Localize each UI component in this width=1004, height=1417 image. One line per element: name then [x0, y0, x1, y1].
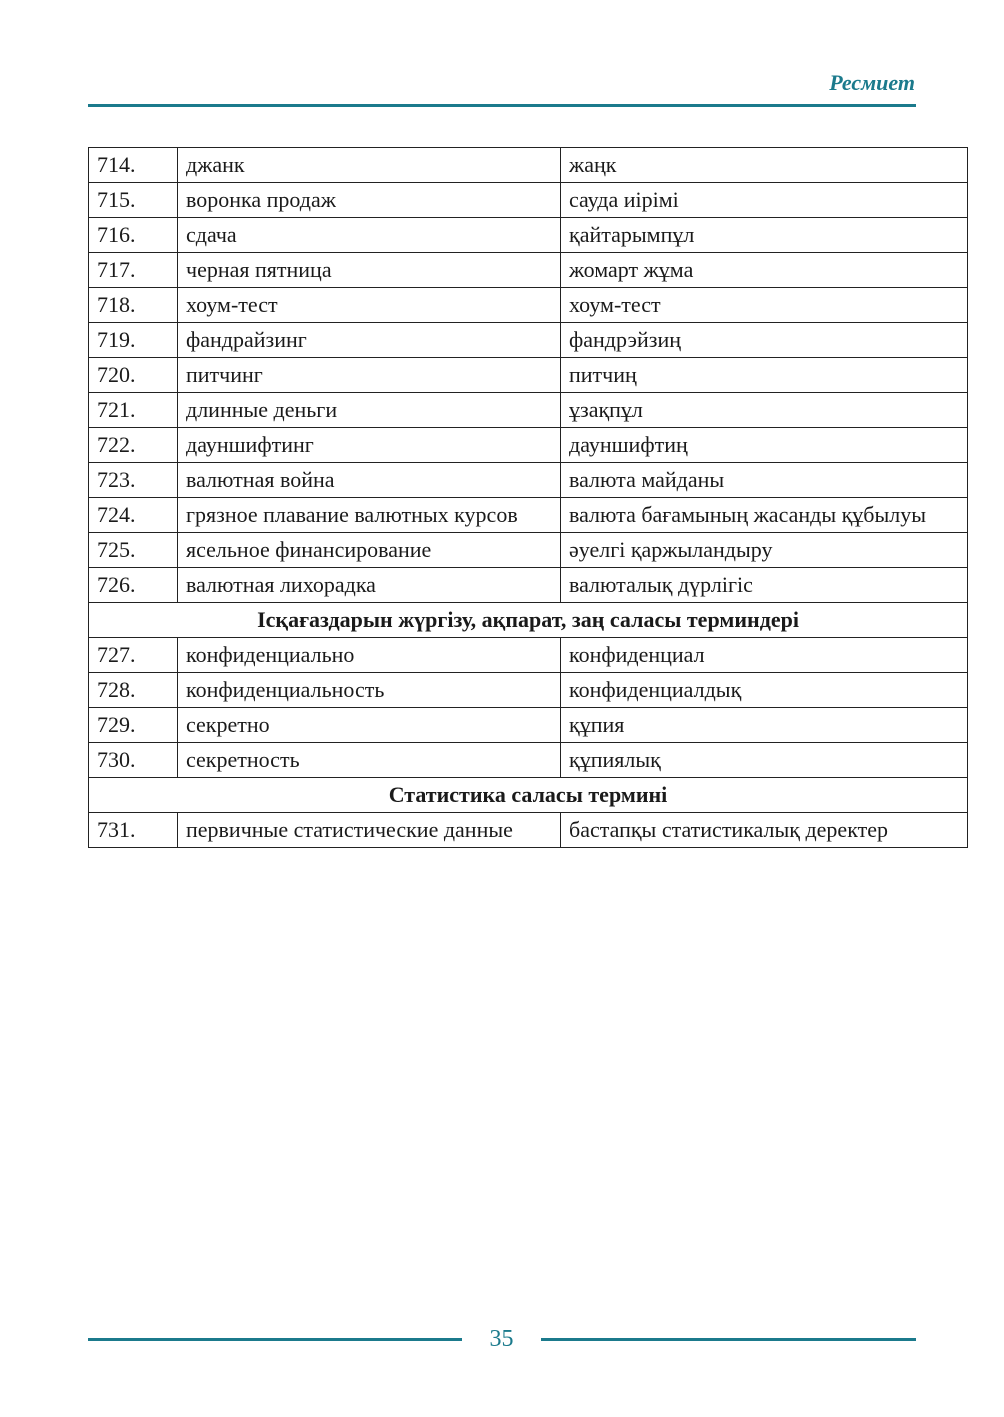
section-header-row: [89, 778, 968, 813]
terms-table-body: [89, 148, 968, 848]
table-row: [89, 393, 968, 428]
term-number: 729.: [89, 708, 178, 743]
table-row: [89, 673, 968, 708]
russian-term: хоум-тест: [178, 288, 561, 323]
section-title: Статистика саласы термині: [89, 778, 968, 813]
russian-term: дауншифтинг: [178, 428, 561, 463]
footer-rule-left: [88, 1338, 462, 1341]
section-title: Ісқағаздарын жүргізу, ақпарат, заң саласы терминдері: [89, 603, 968, 638]
russian-term: джанк: [178, 148, 561, 183]
running-header-title: Ресмиет: [829, 70, 915, 95]
table-row: [89, 253, 968, 288]
kazakh-term: бастапқы статистикалық деректер: [561, 813, 968, 848]
term-number: 730.: [89, 743, 178, 778]
term-number: 722.: [89, 428, 178, 463]
russian-term: конфиденциальность: [178, 673, 561, 708]
russian-term: ясельное финансирование: [178, 533, 561, 568]
term-number: 723.: [89, 463, 178, 498]
term-number: 715.: [89, 183, 178, 218]
table-row: [89, 533, 968, 568]
page-number: 35: [489, 1326, 514, 1352]
kazakh-term: хоум-тест: [561, 288, 968, 323]
header-rule: [88, 104, 916, 107]
table-row: [89, 568, 968, 603]
term-number: 724.: [89, 498, 178, 533]
kazakh-term: дауншифтиң: [561, 428, 968, 463]
russian-term: первичные статистические данные: [178, 813, 561, 848]
russian-term: конфиденциально: [178, 638, 561, 673]
kazakh-term: валюталық дүрлігіс: [561, 568, 968, 603]
russian-term: валютная война: [178, 463, 561, 498]
term-number: 720.: [89, 358, 178, 393]
russian-term: валютная лихорадка: [178, 568, 561, 603]
kazakh-term: конфиденциал: [561, 638, 968, 673]
kazakh-term: фандрэйзиң: [561, 323, 968, 358]
kazakh-term: құпия: [561, 708, 968, 743]
table-row: [89, 183, 968, 218]
term-number: 731.: [89, 813, 178, 848]
table-row: [89, 358, 968, 393]
russian-term: грязное плавание валютных курсов: [178, 498, 561, 533]
term-number: 718.: [89, 288, 178, 323]
term-number: 716.: [89, 218, 178, 253]
term-number: 728.: [89, 673, 178, 708]
russian-term: воронка продаж: [178, 183, 561, 218]
kazakh-term: жомарт жұма: [561, 253, 968, 288]
russian-term: секретность: [178, 743, 561, 778]
russian-term: секретно: [178, 708, 561, 743]
kazakh-term: құпиялық: [561, 743, 968, 778]
kazakh-term: ұзақпұл: [561, 393, 968, 428]
term-number: 714.: [89, 148, 178, 183]
table-row: [89, 743, 968, 778]
table-row: [89, 218, 968, 253]
terms-table: [88, 147, 968, 848]
table-row: [89, 148, 968, 183]
table-row: [89, 288, 968, 323]
term-number: 717.: [89, 253, 178, 288]
kazakh-term: сауда иірімі: [561, 183, 968, 218]
table-row: [89, 463, 968, 498]
section-header-row: [89, 603, 968, 638]
table-row: [89, 428, 968, 463]
table-row: [89, 638, 968, 673]
term-number: 719.: [89, 323, 178, 358]
term-number: 721.: [89, 393, 178, 428]
kazakh-term: валюта майданы: [561, 463, 968, 498]
kazakh-term: әуелгі қаржыландыру: [561, 533, 968, 568]
table-row: [89, 323, 968, 358]
russian-term: питчинг: [178, 358, 561, 393]
kazakh-term: конфиденциалдық: [561, 673, 968, 708]
kazakh-term: питчиң: [561, 358, 968, 393]
russian-term: черная пятница: [178, 253, 561, 288]
table-row: [89, 813, 968, 848]
kazakh-term: қайтарымпұл: [561, 218, 968, 253]
russian-term: фандрайзинг: [178, 323, 561, 358]
russian-term: сдача: [178, 218, 561, 253]
term-number: 726.: [89, 568, 178, 603]
russian-term: длинные деньги: [178, 393, 561, 428]
table-row: [89, 498, 968, 533]
kazakh-term: валюта бағамының жасанды құбылуы: [561, 498, 968, 533]
kazakh-term: жаңк: [561, 148, 968, 183]
footer-rule-right: [541, 1338, 916, 1341]
table-row: [89, 708, 968, 743]
term-number: 725.: [89, 533, 178, 568]
term-number: 727.: [89, 638, 178, 673]
